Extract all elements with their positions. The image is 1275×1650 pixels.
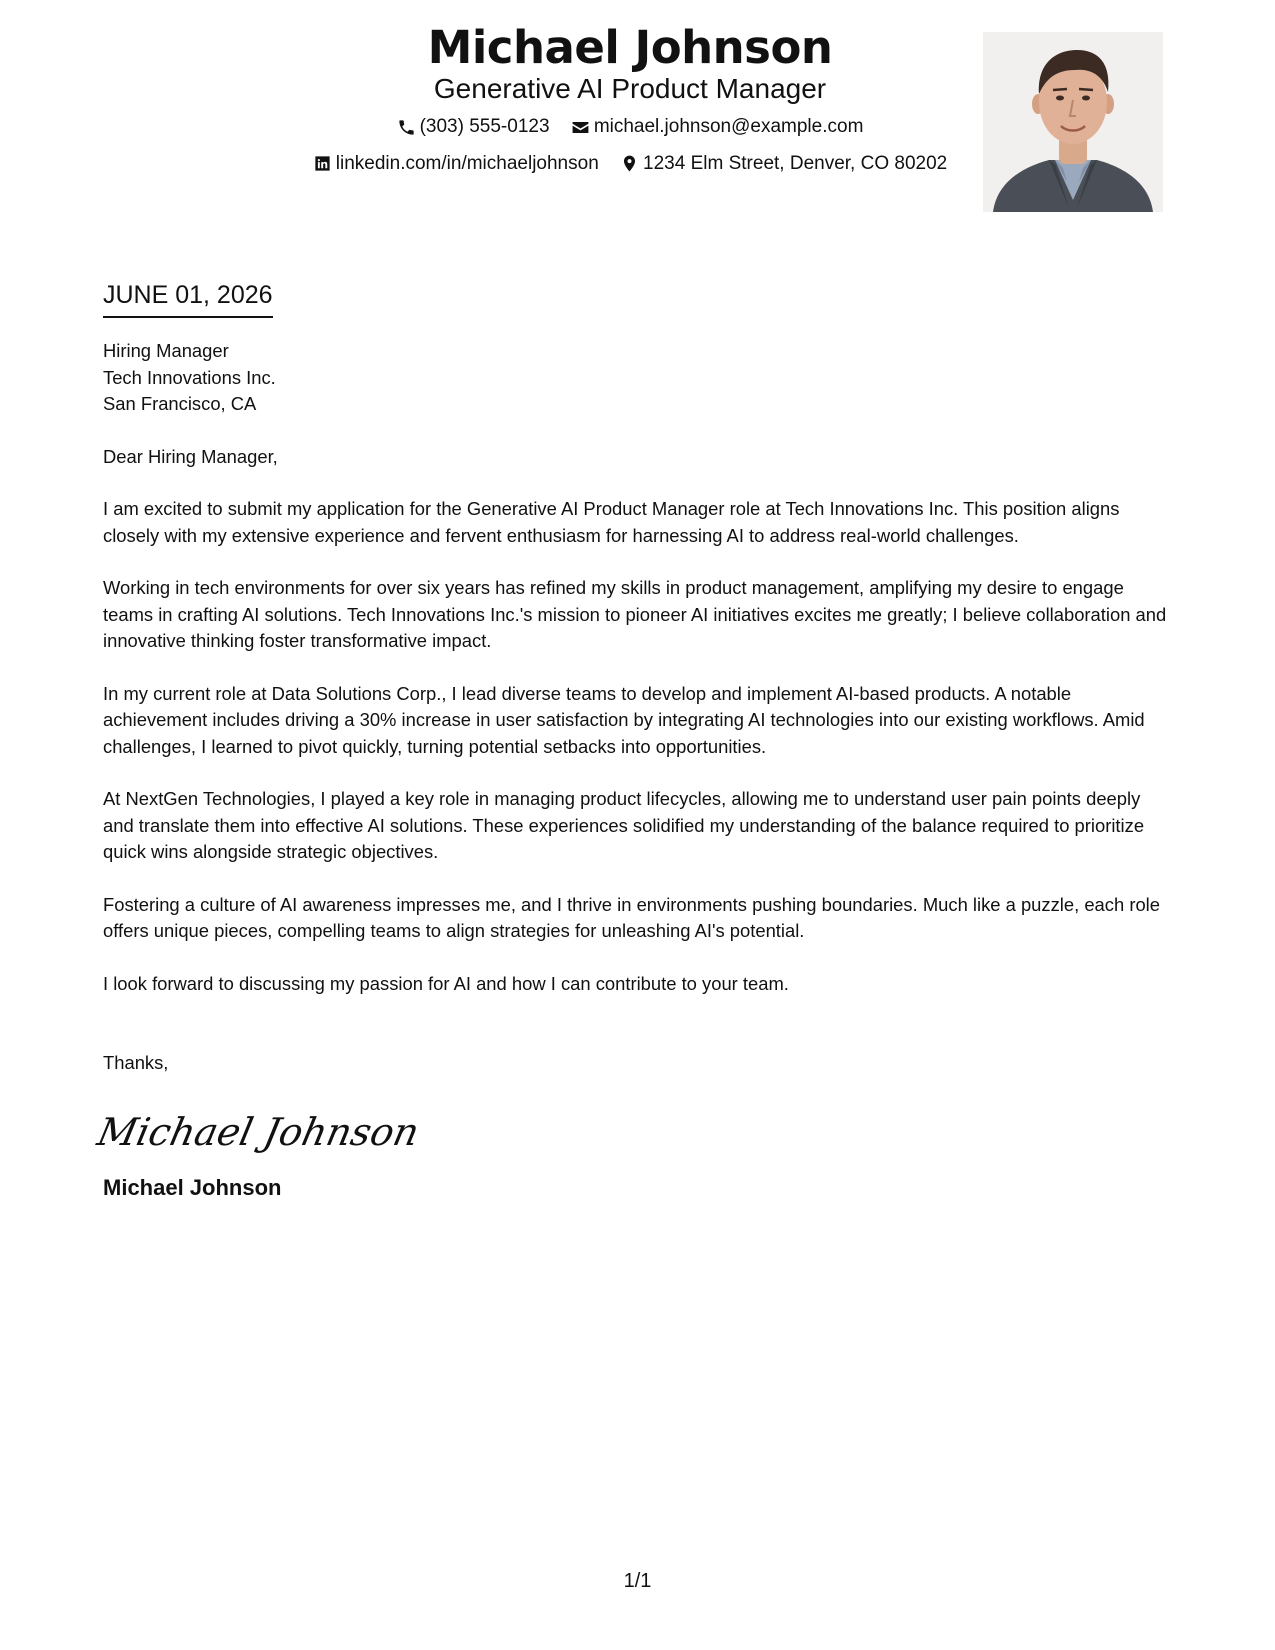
recipient-line: San Francisco, CA — [103, 393, 257, 414]
envelope-icon — [571, 118, 590, 137]
letter-body — [93, 278, 1173, 1203]
contact-address — [620, 153, 947, 175]
address-text: 1234 Elm Street, Denver, CO 80202 — [643, 152, 948, 174]
applicant-name: Michael Johnson — [427, 21, 833, 74]
body-paragraph: I look forward to discussing my passion for AI and how I can contribute to your team. — [103, 972, 789, 994]
salutation: Dear Hiring Manager, — [103, 445, 278, 467]
linkedin-icon — [313, 154, 332, 173]
contact-row-1 — [230, 116, 1030, 143]
page-number: 1/1 — [623, 1570, 652, 1592]
recipient-line: Hiring Manager — [103, 340, 229, 361]
letter-header — [0, 20, 1275, 220]
handwritten-signature — [93, 1101, 1173, 1161]
phone-icon — [397, 118, 416, 137]
recipient-block — [103, 338, 1173, 418]
body-paragraph: I am excited to submit my application for the Generative AI Product Manager role at Tech Innovations Inc. This position aligns closely with my extensive experience and fervent enthusiasm for harnessing AI to address real-world challenges. — [103, 498, 1120, 546]
closing: Thanks, — [103, 1052, 169, 1073]
letter-date: JUNE 01, 2026 — [103, 278, 273, 318]
signer-name: Michael Johnson — [103, 1174, 282, 1200]
contact-linkedin[interactable] — [313, 153, 599, 175]
map-pin-icon — [620, 154, 639, 173]
phone-text: (303) 555-0123 — [419, 116, 550, 137]
avatar — [983, 32, 1163, 212]
email-link[interactable]: michael.johnson@example.com — [593, 116, 864, 137]
recipient-line: Tech Innovations Inc. — [103, 366, 276, 388]
signature-text: Michael Johnson — [93, 1109, 423, 1155]
header-info — [230, 20, 1030, 179]
body-paragraph: Working in tech environments for over six years has refined my skills in product management, amplifying my desire to engage teams in crafting AI solutions. Tech Innovations Inc.'s mission to pioneer AI initiatives excites me greatly; I believe collaboration and innovative thinking foster transformative impact. — [103, 577, 1167, 651]
signature-mark — [93, 1101, 423, 1161]
body-paragraph: Fostering a culture of AI awareness impresses me, and I thrive in environments pushing boundaries. Much like a puzzle, each role offers unique pieces, compelling teams to align strategies for unleashing AI's potential. — [103, 893, 1160, 941]
contact-row-2 — [230, 153, 1030, 180]
contact-phone — [397, 116, 550, 138]
linkedin-link[interactable]: linkedin.com/in/michaeljohnson — [335, 152, 599, 174]
body-paragraph: In my current role at Data Solutions Corp., I lead diverse teams to develop and implement AI-based products. A notable achievement includes driving a 30% increase in user satisfaction by integrating AI technologies into our existing workflows. Amid challenges, I learned to pivot quickly, turning potential setbacks into opportunities. — [103, 682, 1145, 757]
contact-email[interactable] — [571, 116, 864, 138]
body-paragraph: At NextGen Technologies, I played a key role in managing product lifecycles, allowing me to understand user pain points deeply and translate them into effective AI solutions. These experiences solidified my understanding of the balance required to prioritize quick wins alongside strategic objectives. — [103, 788, 1145, 862]
applicant-title: Generative AI Product Manager — [433, 73, 827, 104]
profile-photo — [983, 32, 1163, 212]
